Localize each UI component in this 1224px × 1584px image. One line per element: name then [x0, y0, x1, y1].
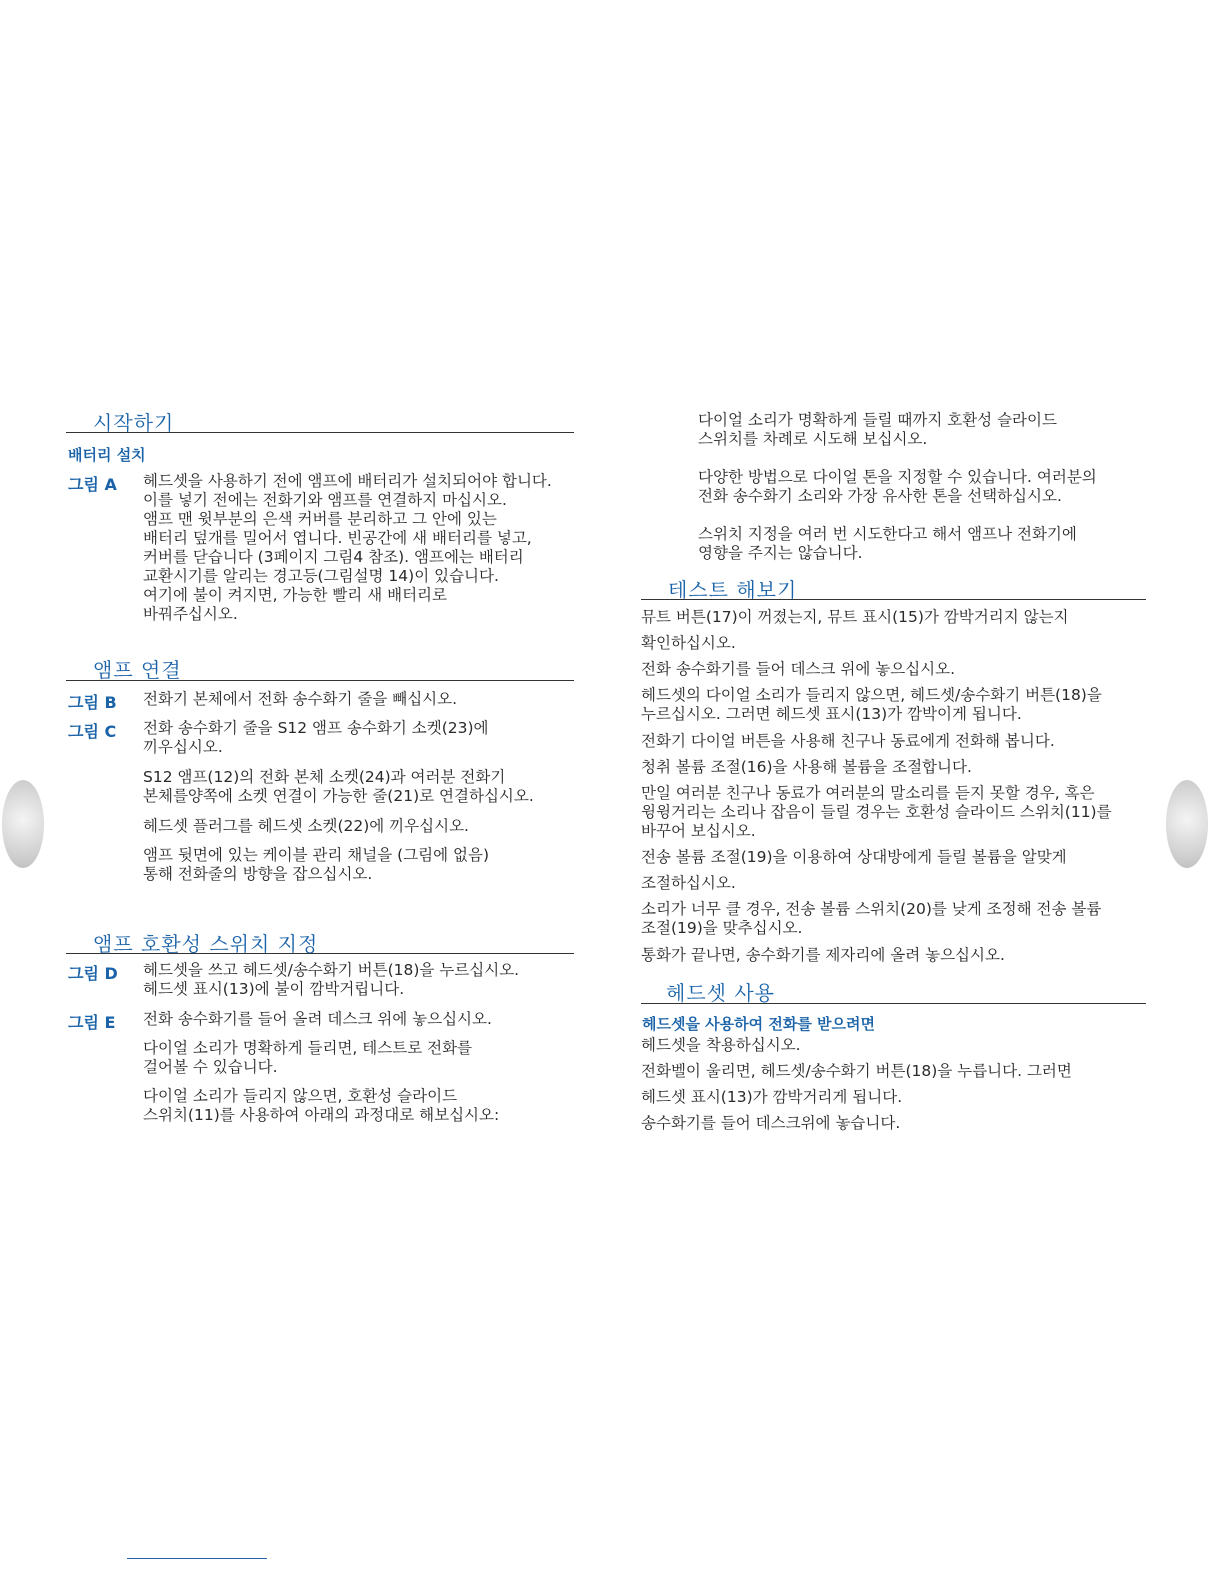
figure-label-e: 그림 E [68, 1013, 116, 1032]
footer-rule [127, 1558, 267, 1559]
compat-continued-paragraph: 다양한 방법으로 다이얼 톤을 지정할 수 있습니다. 여러분의 전화 송수화기 소리와 가장 유사한 톤을 선택하십시오. [698, 468, 1097, 505]
section-title-getting-started: 시작하기 [93, 411, 175, 435]
subheading-answer-call: 헤드셋을 사용하여 전화를 받으려면 [642, 1015, 876, 1033]
figure-label-c: 그림 C [68, 722, 117, 741]
subheading-battery: 배터리 설치 [68, 446, 146, 464]
test-step: 뮤트 버튼(17)이 꺼졌는지, 뮤트 표시(15)가 깜박거리지 않는지 [641, 608, 1069, 626]
section-title-test: 테스트 해보기 [668, 578, 798, 602]
compat-step-d: 헤드셋을 쓰고 헤드셋/송수화기 버튼(18)을 누르십시오. 헤드셋 표시(13)에 불이 깜박거립니다. [143, 961, 520, 998]
page-edge-tab-left [2, 780, 44, 868]
test-step: 헤드셋의 다이얼 소리가 들리지 않으면, 헤드셋/송수화기 버튼(18)을 누르십시오. 그러면 헤드셋 표시(13)가 깜박이게 됩니다. [641, 686, 1102, 723]
section-title-compat-switch: 앰프 호환성 스위치 지정 [93, 932, 319, 956]
test-step: 소리가 너무 클 경우, 전송 볼륨 스위치(20)를 낮게 조정해 전송 볼륨 조절(19)을 맞추십시오. [641, 900, 1102, 937]
section-divider [641, 599, 1146, 600]
section-title-headset-use: 헤드셋 사용 [666, 981, 775, 1005]
compat-paragraph: 다이얼 소리가 명확하게 들리면, 테스트로 전화를 걸어볼 수 있습니다. [143, 1039, 473, 1076]
section-divider [66, 680, 574, 681]
amp-connect-step-c: 전화 송수화기 줄을 S12 앰프 송수화기 소켓(23)에 끼우십시오. [143, 719, 489, 756]
headset-step: 헤드셋을 착용하십시오. [641, 1036, 801, 1054]
section-divider [66, 953, 574, 954]
figure-label-a: 그림 A [68, 475, 117, 494]
figure-label-b: 그림 B [68, 693, 117, 712]
compat-step-e: 전화 송수화기를 들어 올려 데스크 위에 놓으십시오. [143, 1010, 492, 1028]
amp-connect-paragraph: 앰프 뒷면에 있는 케이블 관리 채널을 (그림에 없음) 통해 전화줄의 방향을 잡으십시오. [143, 846, 490, 883]
section-divider [66, 432, 574, 433]
figure-label-d: 그림 D [68, 964, 118, 983]
headset-step: 송수화기를 들어 데스크위에 놓습니다. [641, 1114, 901, 1132]
amp-connect-paragraph: 헤드셋 플러그를 헤드셋 소켓(22)에 끼우십시오. [143, 817, 469, 835]
headset-step: 전화벨이 울리면, 헤드셋/송수화기 버튼(18)을 누릅니다. 그러면 [641, 1062, 1072, 1080]
test-step: 전송 볼륨 조절(19)을 이용하여 상대방에게 들릴 볼륨을 알맞게 [641, 848, 1067, 866]
test-step: 통화가 끝나면, 송수화기를 제자리에 올려 놓으십시오. [641, 946, 1005, 964]
section-title-amp-connect: 앰프 연결 [93, 658, 182, 682]
test-step: 전화 송수화기를 들어 데스크 위에 놓으십시오. [641, 660, 956, 678]
amp-connect-step-b: 전화기 본체에서 전화 송수화기 줄을 빼십시오. [143, 690, 458, 708]
headset-step: 헤드셋 표시(13)가 깜박거리게 됩니다. [641, 1088, 903, 1106]
compat-continued-paragraph: 다이얼 소리가 명확하게 들릴 때까지 호환성 슬라이드 스위치를 차례로 시도해 보십시오. [698, 411, 1057, 448]
test-step: 조절하십시오. [641, 874, 736, 892]
test-step: 만일 여러분 친구나 동료가 여러분의 말소리를 듣지 못할 경우, 혹은 윙윙거리는 소리나 잡음이 들릴 경우는 호환성 슬라이드 스위치(11)를 바꾸어 보십시오. [641, 784, 1112, 840]
test-step: 확인하십시오. [641, 634, 736, 652]
battery-instructions: 헤드셋을 사용하기 전에 앰프에 배터리가 설치되어야 합니다. 이를 넣기 전에는 전화기와 앰프를 연결하지 마십시오. 앰프 맨 윗부분의 은색 커버를 분리하고 그 안에 있는 배터리 덮개를 밀어서 엽니다. 빈공간에 새 배터리를 넣고, 커버를 닫습니다 (3페이지 그림4 참조). 앰프에는 배터리 교환시기를 알리는 경고등(그림설명 14)이 있습니다. 여기에 불이 켜지면, 가능한 빨리 새 배터리로 바꿔주십시오. [143, 472, 552, 623]
amp-connect-paragraph: S12 앰프(12)의 전화 본체 소켓(24)과 여러분 전화기 본체를양쪽에 소켓 연결이 가능한 줄(21)로 연결하십시오. [143, 768, 534, 805]
section-divider [641, 1003, 1146, 1004]
compat-paragraph: 다이얼 소리가 들리지 않으면, 호환성 슬라이드 스위치(11)를 사용하여 아래의 과정대로 해보십시오: [143, 1087, 500, 1124]
compat-continued-paragraph: 스위치 지정을 여러 번 시도한다고 해서 앰프나 전화기에 영향을 주지는 않습니다. [698, 525, 1077, 562]
test-step: 청취 볼륨 조절(16)을 사용해 볼륨을 조절합니다. [641, 758, 972, 776]
page-edge-tab-right [1166, 780, 1208, 868]
test-step: 전화기 다이얼 버튼을 사용해 친구나 동료에게 전화해 봅니다. [641, 732, 1055, 750]
